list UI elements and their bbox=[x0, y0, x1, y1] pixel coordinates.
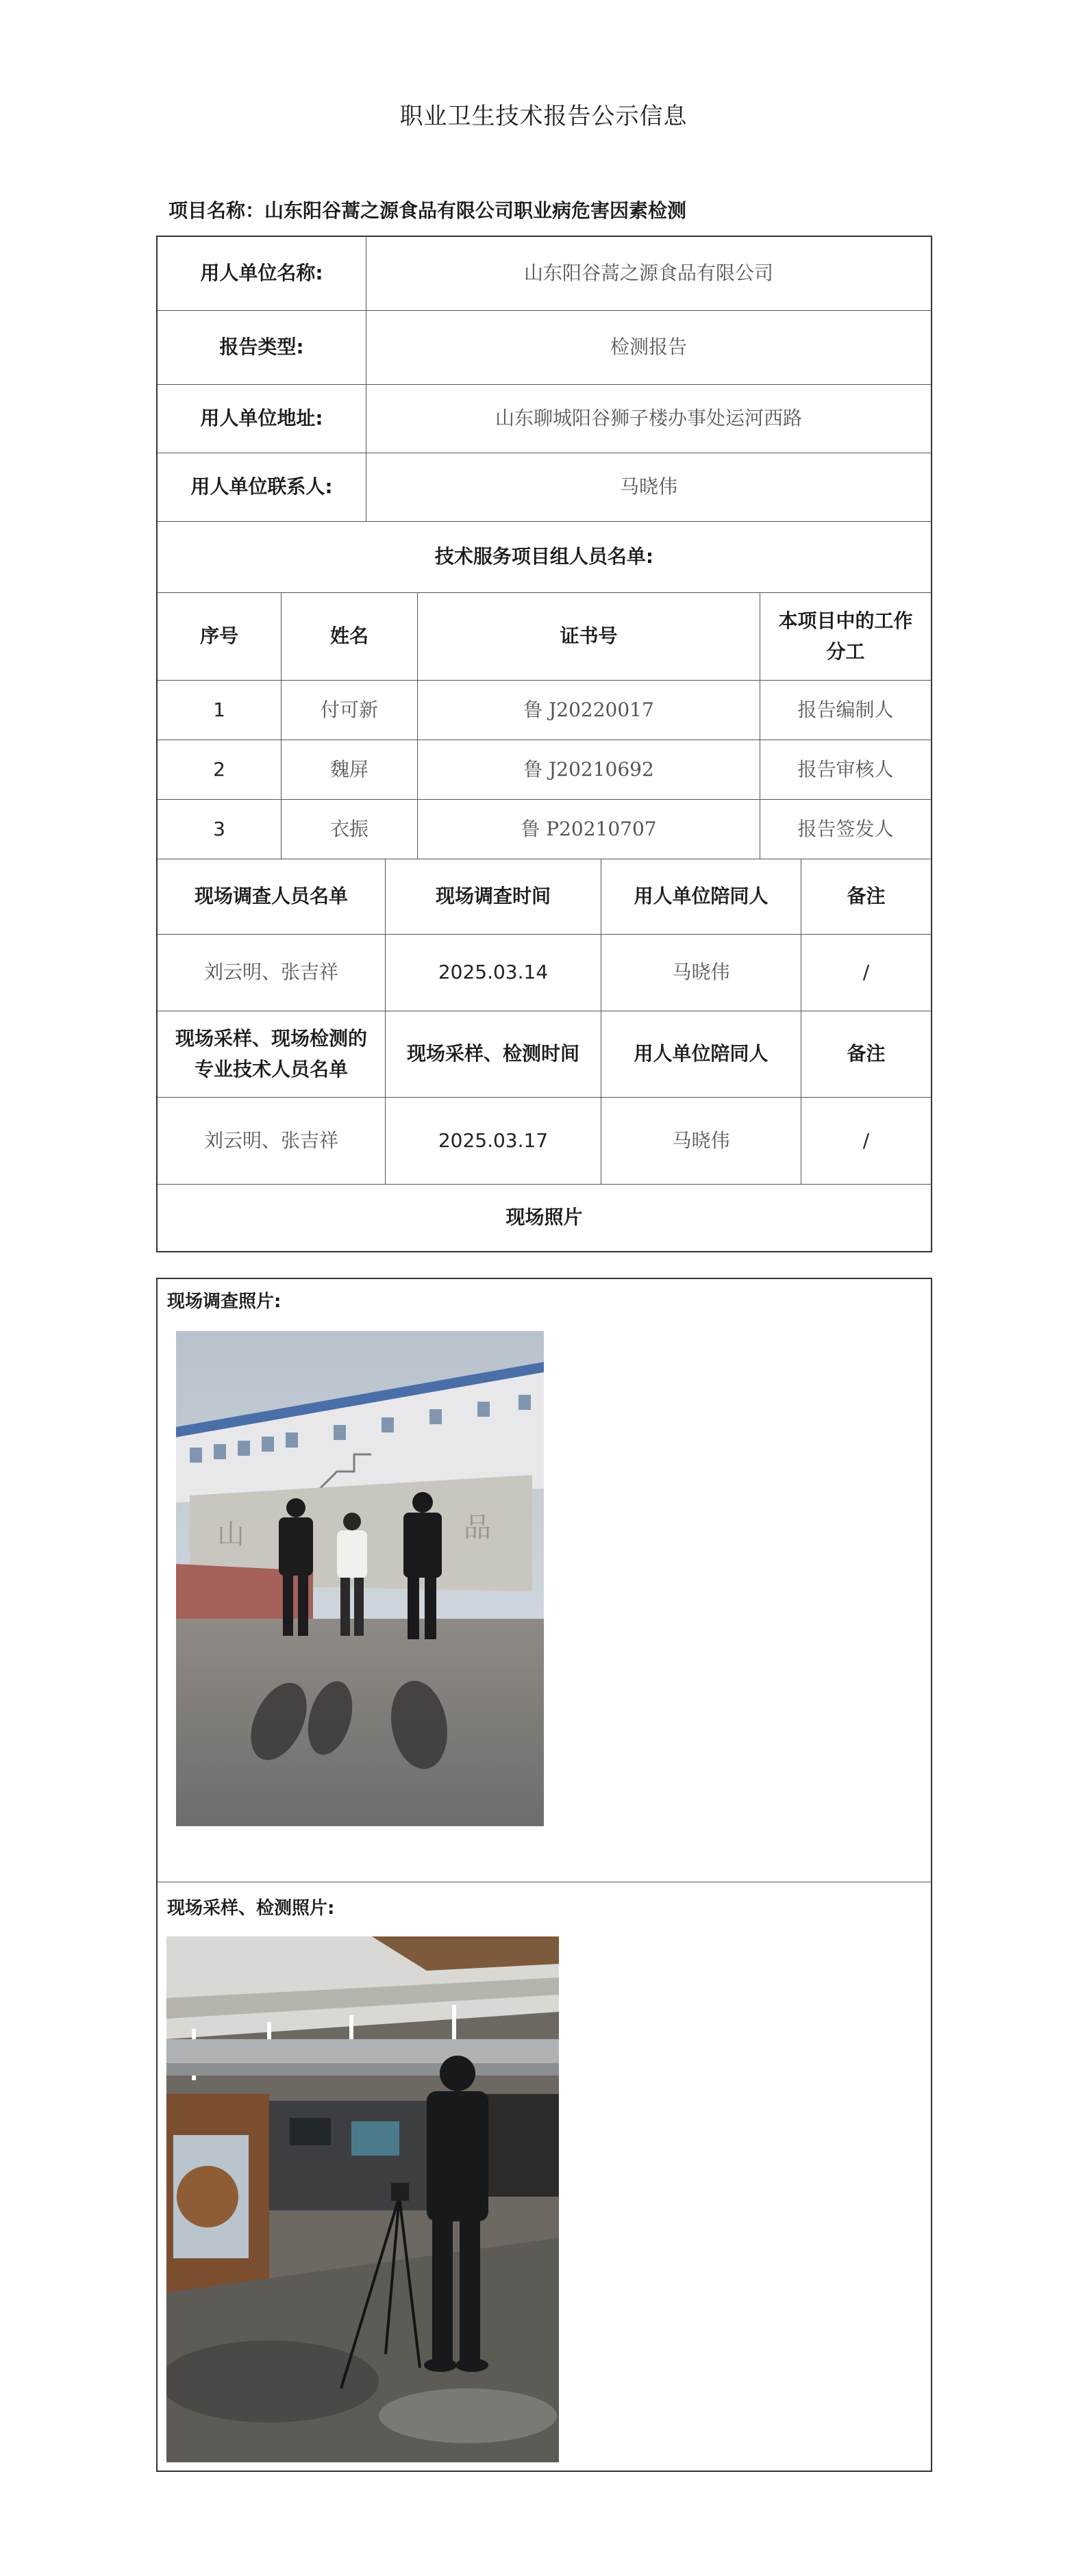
team-header-name: 姓名 bbox=[282, 593, 418, 680]
survey-companion: 马晓伟 bbox=[601, 935, 801, 1011]
sampling-companion: 马晓伟 bbox=[601, 1098, 801, 1184]
info-table bbox=[156, 236, 932, 1252]
team-header-row bbox=[158, 593, 931, 681]
contact-label: 用人单位联系人: bbox=[158, 453, 366, 521]
team-row-no: 3 bbox=[158, 800, 282, 859]
svg-text:山: 山 bbox=[217, 1519, 245, 1550]
team-row-cert: 鲁 J20220017 bbox=[418, 681, 760, 740]
survey-header-row bbox=[158, 859, 931, 935]
survey-header-date: 现场调查时间 bbox=[386, 859, 601, 934]
team-row bbox=[158, 800, 931, 859]
team-row bbox=[158, 740, 931, 800]
address-row bbox=[158, 385, 931, 453]
sampling-people: 刘云明、张吉祥 bbox=[158, 1098, 386, 1184]
report-type-row bbox=[158, 311, 931, 385]
team-row-no: 2 bbox=[158, 740, 282, 799]
address-label: 用人单位地址: bbox=[158, 385, 366, 453]
sampling-date: 2025.03.17 bbox=[386, 1098, 601, 1184]
team-row-name: 付可新 bbox=[282, 681, 418, 740]
employer-name-value: 山东阳谷蒿之源食品有限公司 bbox=[523, 262, 773, 285]
team-heading: 技术服务项目组人员名单: bbox=[434, 545, 654, 568]
team-row bbox=[158, 681, 931, 740]
report-type-label: 报告类型: bbox=[158, 311, 366, 384]
address-value: 山东聊城阳谷狮子楼办事处运河西路 bbox=[495, 407, 802, 430]
sampling-photo-caption: 现场采样、检测照片: bbox=[167, 1898, 335, 1919]
team-row-role: 报告编制人 bbox=[797, 698, 894, 721]
team-row-no: 1 bbox=[158, 681, 282, 740]
sampling-row bbox=[158, 1098, 931, 1185]
survey-photo bbox=[176, 1331, 544, 1826]
sampling-header-date: 现场采样、检测时间 bbox=[386, 1011, 601, 1097]
sampling-photo bbox=[166, 1936, 559, 2462]
team-header-role: 本项目中的工作分工 bbox=[778, 609, 913, 663]
employer-name-label: 用人单位名称: bbox=[158, 237, 366, 310]
survey-photo-caption: 现场调查照片: bbox=[167, 1291, 282, 1312]
report-type-value: 检测报告 bbox=[610, 336, 687, 359]
survey-note: / bbox=[862, 961, 870, 984]
sampling-header-row bbox=[158, 1011, 931, 1098]
team-row-cert: 鲁 P20210707 bbox=[418, 800, 760, 859]
survey-header-people: 现场调查人员名单 bbox=[158, 859, 386, 934]
photos-heading-row bbox=[158, 1185, 931, 1251]
team-header-no: 序号 bbox=[158, 593, 282, 680]
project-name: 项目名称：山东阳谷蒿之源食品有限公司职业病危害因素检测 bbox=[168, 199, 687, 222]
employer-name-row bbox=[158, 237, 931, 311]
survey-people: 刘云明、张吉祥 bbox=[158, 935, 386, 1011]
sampling-header-companion: 用人单位陪同人 bbox=[601, 1011, 801, 1097]
survey-header-companion: 用人单位陪同人 bbox=[601, 859, 801, 934]
photos-box bbox=[156, 1278, 932, 2472]
svg-text:品: 品 bbox=[464, 1512, 491, 1543]
sampling-header-people: 现场采样、现场检测的专业技术人员名单 bbox=[158, 1011, 386, 1097]
sampling-note: / bbox=[862, 1128, 870, 1152]
team-row-role: 报告审核人 bbox=[797, 757, 894, 781]
team-row-name: 魏屏 bbox=[282, 740, 418, 799]
page-title: 职业卫生技术报告公示信息 bbox=[399, 103, 688, 130]
team-row-cert: 鲁 J20210692 bbox=[418, 740, 760, 799]
photos-heading: 现场照片 bbox=[505, 1206, 583, 1229]
team-heading-row bbox=[158, 522, 931, 593]
team-row-role: 报告签发人 bbox=[797, 817, 894, 840]
survey-header-note: 备注 bbox=[847, 885, 886, 908]
survey-row bbox=[158, 935, 931, 1011]
team-row-name: 衣振 bbox=[282, 800, 418, 859]
sampling-header-note: 备注 bbox=[847, 1042, 886, 1065]
contact-row bbox=[158, 453, 931, 522]
team-header-cert: 证书号 bbox=[418, 593, 760, 680]
contact-value: 马晓伟 bbox=[619, 475, 677, 498]
survey-date: 2025.03.14 bbox=[386, 935, 601, 1011]
